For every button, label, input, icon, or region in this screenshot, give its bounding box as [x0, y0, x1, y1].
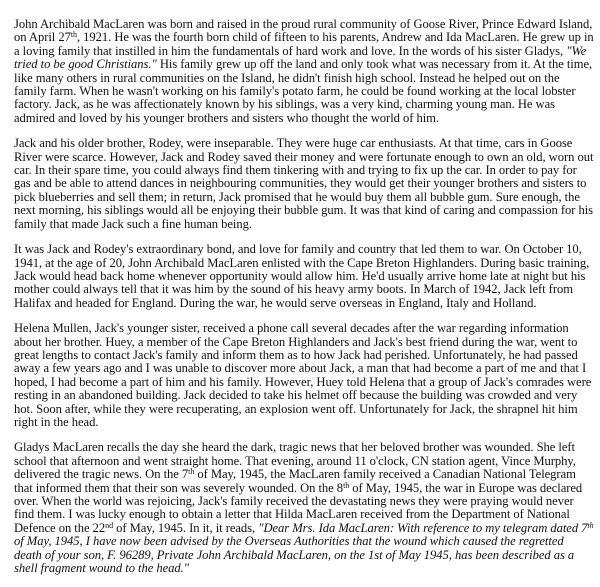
paragraph-helena — [14, 322, 594, 429]
paragraph-early-life — [14, 18, 594, 125]
paragraph-enlistment — [14, 243, 594, 310]
ordinal-suffix: th — [70, 30, 77, 40]
text-run: His family grew up off the land and only took what was necessary from it. At the time, like many others in rural communities on the Island, he didn't finish high school. Instead he helped out on the family farm. When he wasn't working on his family's potato farm, he could be found working at the local lobster factory. Jack, as he was affectionately known by his siblings, was a very kind, charming young man. He was admired and loved by his younger brothers and sisters who thought the world of him. — [14, 57, 593, 125]
paragraph-rodey — [14, 137, 594, 231]
text-run: Helena Mullen, Jack's younger sister, received a phone call several decades after the war regarding information about her brother. Huey, a member of the Cape Breton Highlanders and Jack's best friend during the war, went to great lengths to contact Jack's family and inform them as to how Jack had perished. Unfortunately, he had passed away a few years ago and I was unable to discover more about Jack, a man that had become a part of me and that I hoped, I had become a part of him and his family. However, Huey told Helena that a group of Jack's comrades were resting in an abandoned building. Jack decided to take his helmet off because the building was crowded and very hot. Soon after, while they were recuperating, an explosion went off. Unfortunately for Jack, the shrapnel hit him right in the head. — [14, 321, 592, 429]
ordinal-suffix: nd — [105, 520, 114, 530]
ordinal-suffix: th — [343, 480, 350, 490]
text-run: It was Jack and Rodey's extraordinary bond, and love for family and country that led them to war. On October 10, 1941, at the age of 20, John Archibald MacLaren enlisted with the Cape Breton Highlanders. During basic training, Jack would head back home whenever opportunity would allow him. He'd usually arrive home late at night but his mother could always tell that it was him by the sound of his heavy army boots. In March of 1942, Jack left from Halifax and headed for England. During the war, he would serve overseas in England, Italy and Holland. — [14, 242, 590, 310]
text-run: , 1921. He was the fourth born child of fifteen to his parents, Andrew and Ida MacLaren. He grew up in a loving family that instilled in him the fundamentals of hard work and love. In the words of his sister Gladys, — [14, 30, 594, 58]
paragraph-gladys-telegram — [14, 441, 594, 575]
ordinal-suffix: th — [587, 520, 594, 530]
document-body — [14, 18, 594, 587]
text-run: of May, 1945, I have now been advised by the Overseas Authorities that the wound which caused the regretted death of your son, F. 96289, Private John Archibald MacLaren, on the 1st of May 1945, has been described as a shell fragment wound to the head." — [14, 534, 575, 576]
text-run: of May, 1945, the MacLaren family received a Canadian National Telegram that informed them that their son was severely wounded. On the 8 — [14, 467, 576, 495]
text-run: of May, 1945, the war in Europe was declared over. When the world was rejoicing, Jack's family received the devastating news they were praying would never find them. I was lucky enough to obtain a letter that Hilda MacLaren received from the Department of National Defence on the 22 — [14, 480, 583, 535]
text-run: John Archibald MacLaren was born and raised in the proud rural community of Goose River, Prince Edward Island, on April 27 — [14, 17, 593, 45]
text-run: "Dear Mrs. Ida MacLaren: With reference to my telegram dated 7 — [258, 520, 588, 535]
text-run: of May, 1945. In it, it reads, — [113, 520, 259, 535]
text-run: Jack and his older brother, Rodey, were inseparable. They were huge car enthusiasts. At that time, cars in Goose River were scarce. However, Jack and Rodey saved their money and were fortunate enough to own an old, worn out car. In their spare time, you could always find them tinkering with and trying to fix up the car. In order to pay for gas and be able to attend dances in neighbouring communities, they would get their younger brothers and sisters to pick blueberries and sell them; in return, Jack promised that he would buy them all bubble gum. Sure enough, the next morning, his siblings would all be enjoying their bubble gum. It was that kind of caring and compassion for his family that made Jack such a fine human being. — [14, 136, 594, 231]
quote-gladys: "We tried to be good Christians." — [14, 43, 587, 72]
ordinal-suffix: th — [188, 467, 195, 477]
text-run: Gladys MacLaren recalls the day she heard the dark, tragic news that her beloved brother was wounded. She left school that afternoon and went straight home. That evening, around 11 o'clock, CN station agent, Vince Murphy, delivered the tragic news. On the 7 — [14, 440, 576, 482]
